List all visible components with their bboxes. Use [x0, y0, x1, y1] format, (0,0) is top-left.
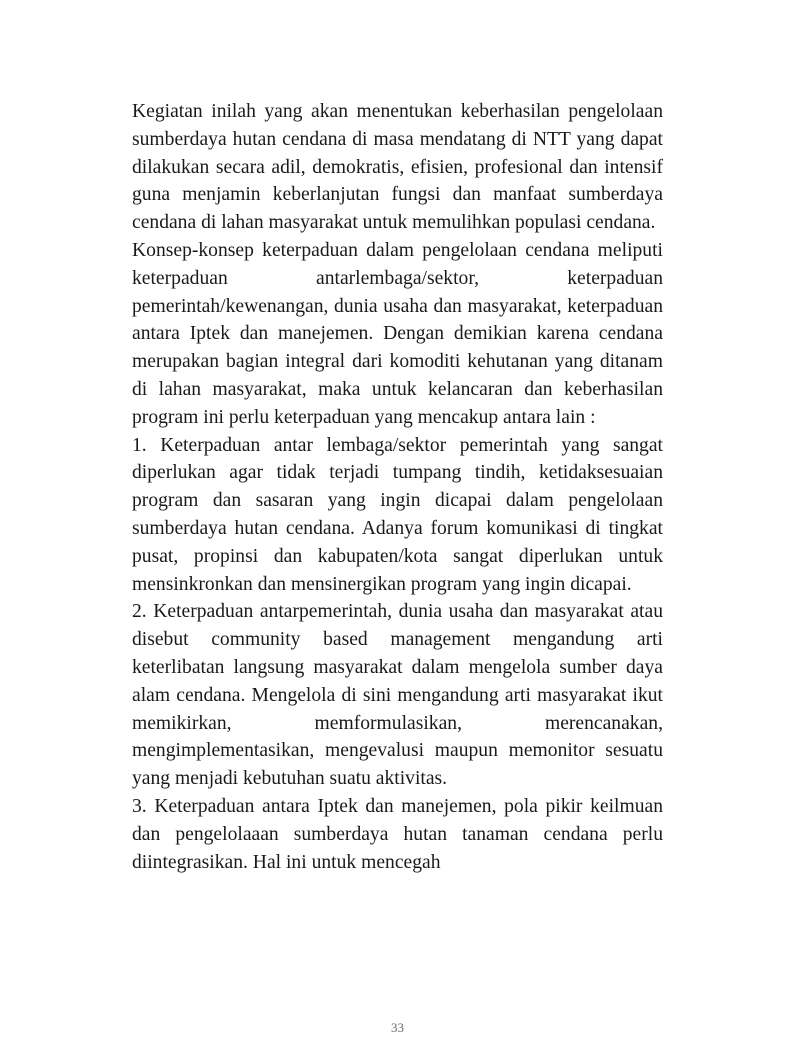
list-item-2: 2. Keterpaduan antarpemerintah, dunia usaha dan masyarakat atau disebut community based management mengandung arti keterlibatan langsung masyarakat dalam mengelola sumber daya alam cendana. Mengelola di sini mengandung arti masyarakat ikut memikirkan, memformulasikan, merencanakan, mengimplementasikan, mengevalusi maupun memonitor sesuatu yang menjadi kebutuhan suatu aktivitas. — [132, 601, 663, 790]
list-item-1: 1. Keterpaduan antar lembaga/sektor pemerintah yang sangat diperlukan agar tidak terjadi tumpang tindih, ketidaksesuaian program dan sasaran yang ingin dicapai dalam pengelolaan sumberdaya hutan cendana. Adanya forum komunikasi di tingkat pusat, propinsi dan kabupaten/kota sangat diperlukan untuk mensinkronkan dan mensinergikan program yang ingin dicapai. — [132, 434, 663, 595]
list-item-3: 3. Keterpaduan antara Iptek dan manejemen, pola pikir keilmuan dan pengelolaaan sumberdaya hutan tanaman cendana perlu diintegrasikan. Hal ini untuk mencegah — [132, 795, 663, 873]
body-text — [132, 98, 663, 876]
page-number: 33 — [391, 1020, 404, 1035]
paragraph-intro: Kegiatan inilah yang akan menentukan keberhasilan pengelolaan sumberdaya hutan cendana di masa mendatang di NTT yang dapat dilakukan secara adil, demokratis, efisien, profesional dan intensif guna menjamin keberlanjutan fungsi dan manfaat sumberdaya cendana di lahan masyarakat untuk memulihkan populasi cendana. — [132, 101, 663, 234]
paragraph-concepts: Konsep-konsep keterpaduan dalam pengelolaan cendana meliputi keterpaduan antarlembaga/sektor, keterpaduan pemerintah/kewenangan, dunia usaha dan masyarakat, keterpaduan antara Iptek dan manejemen. Dengan demikian karena cendana merupakan bagian integral dari komoditi kehutanan yang ditanam di lahan masyarakat, maka untuk kelancaran dan keberhasilan program ini perlu keterpaduan yang mencakup antara lain : — [132, 239, 663, 428]
